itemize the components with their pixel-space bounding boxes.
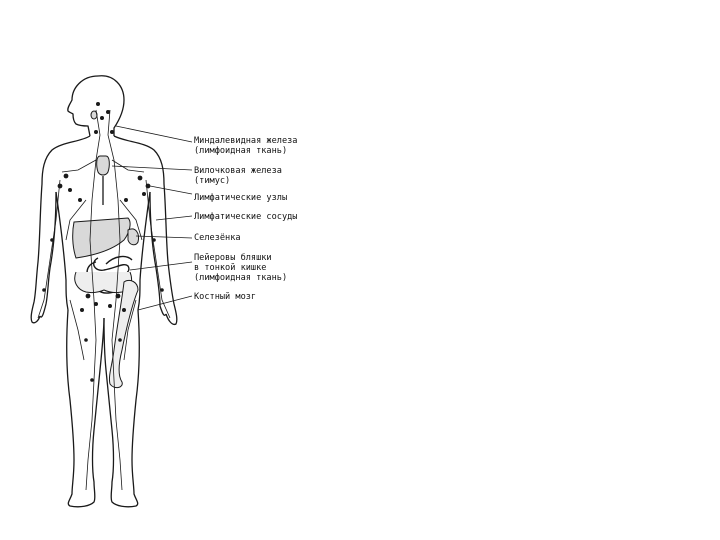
liver-organ	[73, 218, 130, 258]
thymus-organ	[97, 156, 110, 175]
label-tonsil	[194, 136, 297, 156]
label-spleen-line1: Селезёнка	[194, 233, 241, 243]
label-thymus-line2: (тимус)	[194, 176, 231, 186]
organs	[73, 111, 139, 388]
body-outline	[31, 76, 177, 507]
label-lymph-nodes-line1: Лимфатические узлы	[194, 193, 288, 203]
label-peyer-patches	[194, 253, 287, 283]
spleen-organ	[128, 229, 139, 245]
label-spleen	[194, 233, 241, 243]
label-bone-marrow-line1: Костный мозг	[194, 292, 257, 302]
label-tonsil-line2: (лимфоидная ткань)	[194, 146, 288, 156]
label-lymph-vessels-line1: Лимфатические сосуды	[194, 212, 298, 222]
label-tonsil-line1: Миндалевидная железа	[194, 136, 298, 146]
label-lymph-nodes	[194, 193, 287, 203]
label-peyer-line2: в тонкой кишке	[194, 263, 267, 273]
label-thymus-line1: Вилочковая железа	[194, 166, 282, 176]
label-peyer-line1: Пейеровы бляшки	[194, 253, 272, 263]
label-peyer-line3: (лимфоидная ткань)	[194, 273, 288, 283]
label-bone-marrow	[194, 292, 256, 302]
label-lymph-vessels	[194, 212, 297, 222]
label-thymus	[194, 166, 282, 186]
